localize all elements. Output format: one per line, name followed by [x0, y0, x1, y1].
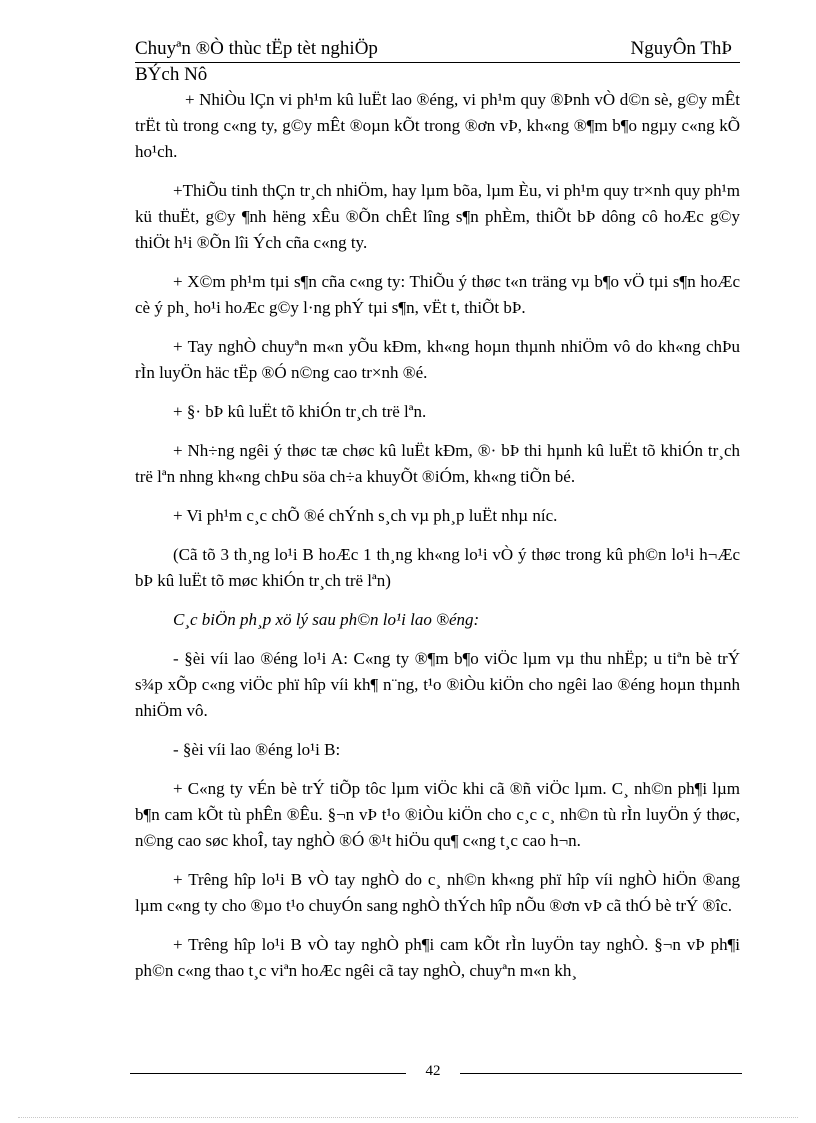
paragraph-8: (Cã tõ 3 th¸ng lo¹i B hoÆc 1 th¸ng kh«ng lo¹i vÒ ý thøc trong kû ph©n lo¹i h¬Æc bÞ kû luËt tõ møc khiÓn tr¸ch trë lªn)	[135, 545, 740, 590]
paragraph-6: + Nh÷ng ngêi ý thøc tæ chøc kû luËt kÐm, ®· bÞ thi hµnh kû luËt tõ khiÓn tr¸ch trë lªn nhng kh«ng chÞu söa ch÷a khuyÕt ®iÓm, kh«ng tiÕn bé.	[135, 441, 740, 486]
page-header	[135, 38, 740, 86]
header-author-continued: BÝch Nô	[135, 64, 208, 85]
paragraph-13: + Trêng hîp lo¹i B vÒ tay nghÒ do c¸ nh©n kh«ng phï hîp víi nghÒ hiÖn ®ang lµm c«ng ty cho ®µo t¹o chuyÓn sang nghÒ thÝch hîp nÕu ®ơn vÞ cã thÓ bè trÝ ®îc.	[135, 870, 740, 915]
header-author: NguyÔn ThÞ	[630, 38, 732, 59]
paragraph-14: + Trêng hîp lo¹i B vÒ tay nghÒ ph¶i cam kÕt rÌn luyÖn tay nghÒ. §¬n vÞ ph¶i ph©n c«ng thao t¸c viªn hoÆc ngêi cã tay nghÒ, chuyªn m«n kh¸	[135, 935, 740, 980]
page-footer	[130, 1060, 742, 1084]
paragraph-3: + X©m ph¹m tµi s¶n cña c«ng ty: ThiÕu ý thøc t«n träng vµ b¶o vÖ tµi s¶n hoÆc cè ý ph¸ ho¹i hoÆc g©y l·ng phÝ tµi s¶n, vËt t, thiÕt bÞ.	[135, 272, 740, 317]
paragraph-10: - §èi víi lao ®éng lo¹i A: C«ng ty ®¶m b¶o viÖc lµm vµ thu nhËp; u tiªn bè trÝ s¾p xÕp c«ng viÖc phï hîp víi kh¶ n¨ng, t¹o ®iÒu kiÖn cho ngêi lao ®éng hoµn thµnh nhiÖm vô.	[135, 649, 740, 720]
paragraph-2: +ThiÕu tinh thÇn tr¸ch nhiÖm, hay lµm bõa, lµm Èu, vi ph¹m quy tr×nh quy ph¹m kü thuËt, g©y ¶nh hëng xÊu ®Õn chÊt lîng s¶n phÈm, thiÕt bÞ dông cô hoÆc g©y thiÖt h¹i ®Õn lîi Ých cña c«ng ty.	[135, 181, 740, 252]
footer-rule-right	[460, 1073, 742, 1074]
section-heading: C¸c biÖn ph¸p xö lý sau ph©n lo¹i lao ®éng:	[173, 610, 480, 629]
paragraph-5: + §· bÞ kû luËt tõ khiÓn tr¸ch trë lªn.	[173, 402, 427, 421]
footer-rule-left	[130, 1073, 406, 1074]
paragraph-4: + Tay nghÒ chuyªn m«n yÕu kÐm, kh«ng hoµn thµnh nhiÖm vô do kh«ng chÞu rÌn luyÖn häc tËp ®Ó n©ng cao tr×nh ®é.	[135, 337, 740, 382]
paragraph-12: + C«ng ty vÉn bè trÝ tiÕp tôc lµm viÖc khi cã ®ñ viÖc lµm. C¸ nh©n ph¶i lµm b¶n cam kÕt tù phÊn ®Êu. §¬n vÞ t¹o ®iÒu kiÖn cho c¸c c¸ nh©n tù rÌn luyÖn ý thøc, n©ng cao søc khoÎ, tay nghÒ ®Ó ®¹t hiÖu qu¶ c«ng t¸c cao h¬n.	[135, 779, 740, 850]
page-number: 42	[425, 1063, 441, 1079]
page-edge-divider	[18, 1117, 798, 1118]
document-body	[135, 87, 740, 997]
paragraph-11: - §èi víi lao ®éng lo¹i B:	[173, 740, 341, 759]
paragraph-1: + NhiÒu lÇn vi ph¹m kû luËt lao ®éng, vi ph¹m quy ®Þnh vÒ d©n sè, g©y mÊt trËt tù trong c«ng ty, g©y mÊt ®oµn kÕt trong ®ơn vÞ, kh«ng ®¶m b¶o ngµy c«ng kÕ ho¹ch.	[135, 90, 740, 161]
header-title: Chuyªn ®Ò thùc tËp tèt nghiÖp	[135, 38, 378, 59]
header-line	[135, 38, 740, 63]
paragraph-7: + Vi ph¹m c¸c chÕ ®é chÝnh s¸ch vµ ph¸p luËt nhµ níc.	[173, 506, 558, 525]
